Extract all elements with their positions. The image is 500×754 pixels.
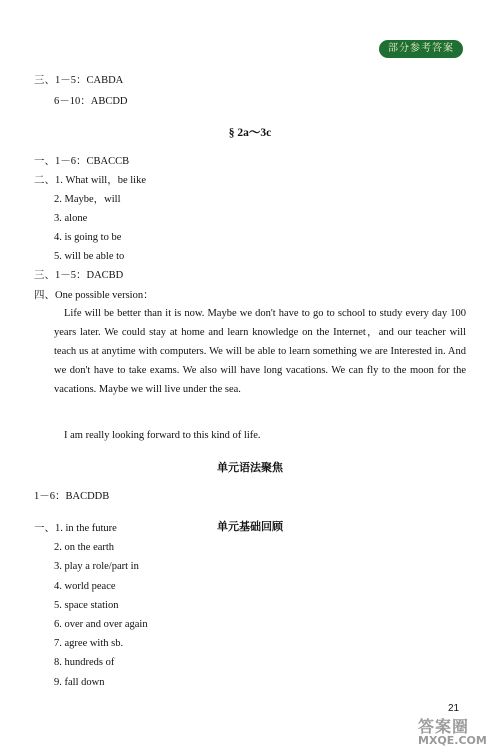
- watermark-text: 答案圈: [418, 717, 470, 736]
- answer-line: 6. over and over again: [54, 619, 148, 630]
- section-heading: 单元基础回顾: [217, 520, 283, 533]
- watermark-url: MXQE.COM: [418, 734, 487, 747]
- watermark-logo: [418, 714, 498, 750]
- answer-line: 一、1－6：CBACCB: [34, 156, 130, 167]
- answer-line: 5. will be able to: [54, 251, 125, 262]
- answer-line: 4. world peace: [54, 581, 116, 592]
- answer-line: 3. alone: [54, 213, 88, 224]
- essay-closing: I am really looking forward to this kind of life.: [64, 430, 261, 441]
- answer-line: 一、1. in the future: [34, 523, 117, 534]
- answer-line: 2. on the earth: [54, 542, 115, 553]
- answer-line: 7. agree with sb.: [54, 638, 124, 649]
- answer-line: 6－10：ABCDD: [54, 96, 128, 107]
- answer-line: 1－6：BACDDB: [34, 491, 110, 502]
- section-heading: 单元语法聚焦: [217, 461, 283, 474]
- answer-line: 四、One possible version：: [34, 290, 154, 301]
- answer-line: 二、1. What will，be like: [34, 175, 146, 186]
- answer-line: 三、1－5：DACBD: [34, 270, 124, 281]
- answer-line: 三、1－5：CABDA: [34, 75, 124, 86]
- answer-line: 3. play a role/part in: [54, 561, 139, 572]
- page-number: 21: [448, 703, 460, 714]
- answer-key-badge: 部分参考答案: [379, 40, 463, 58]
- answer-line: 2. Maybe，will: [54, 194, 121, 205]
- answer-line: 9. fall down: [54, 677, 105, 688]
- section-heading: § 2a～3c: [228, 127, 272, 139]
- answer-line: 5. space station: [54, 600, 119, 611]
- answer-line: 4. is going to be: [54, 232, 122, 243]
- essay-paragraph: Life will be better than it is now. Maybe we don't have to go to school to study every day 100 years later. We could stay at home and learn knowledge on the Internet，and our teacher will teach us at anytime with computers. We will be able to learn something we are Interested in. And we don't have to take exams. We also will have long vacations. We can fly to the moon for the vacations. Maybe we will live under the sea.: [54, 308, 466, 395]
- answer-line: 8. hundreds of: [54, 657, 115, 668]
